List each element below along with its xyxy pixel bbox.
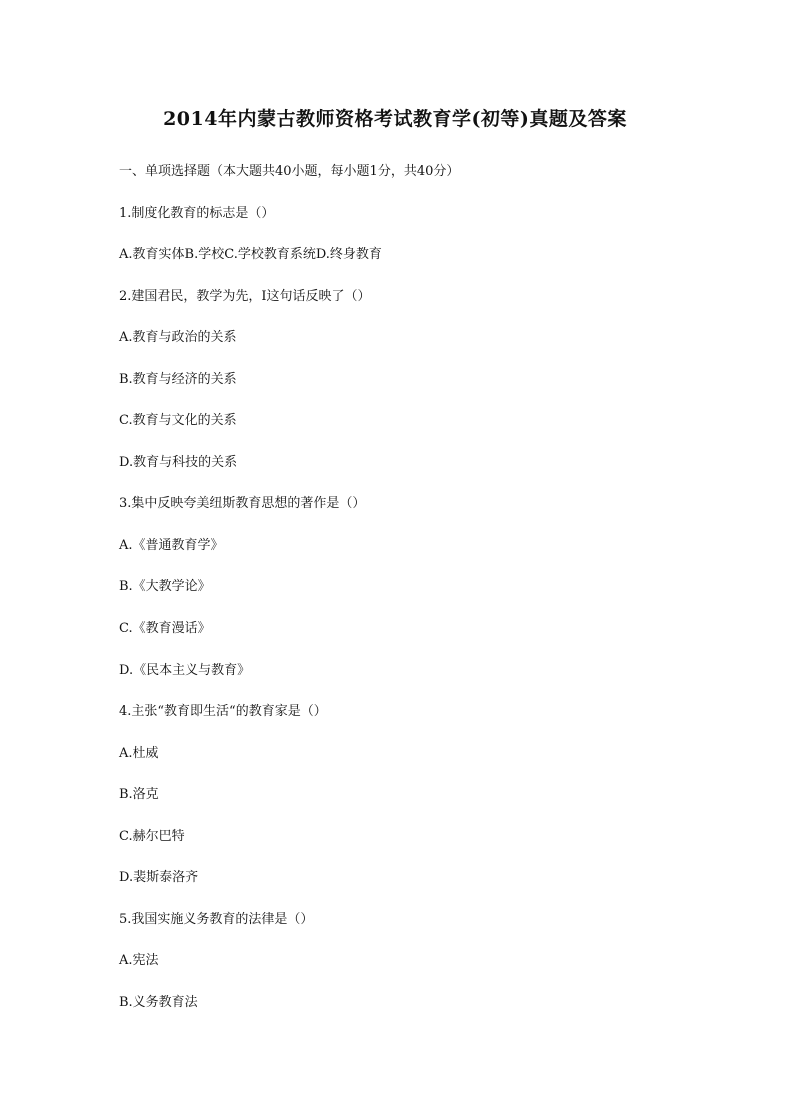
question-3-stem: 3.集中反映夸美纽斯教育思想的著作是（） <box>119 496 366 511</box>
question-2-option-c: C.教育与文化的关系 <box>119 413 237 428</box>
question-3-option-b: B.《大教学论》 <box>119 579 211 594</box>
question-5-stem: 5.我国实施义务教育的法律是（） <box>119 912 314 927</box>
question-4-option-a: A.杜威 <box>119 746 159 761</box>
question-2-stem: 2.建国君民，教学为先，I这句话反映了（） <box>119 289 371 304</box>
question-1-options: A.教育实体B.学校C.学校教育系统D.终身教育 <box>119 247 382 262</box>
question-2-option-a: A.教育与政治的关系 <box>119 330 237 345</box>
question-4-option-d: D.裴斯泰洛齐 <box>119 870 199 885</box>
question-3-option-d: D.《民本主义与教育》 <box>119 663 251 678</box>
question-4-option-c: C.赫尔巴特 <box>119 829 185 844</box>
document-title: 2014年内蒙古教师资格考试教育学(初等)真题及答案 <box>163 108 627 130</box>
question-2-option-d: D.教育与科技的关系 <box>119 455 238 470</box>
question-3-option-a: A.《普通教育学》 <box>119 538 224 553</box>
question-3-option-c: C.《教育漫话》 <box>119 621 211 636</box>
question-1-stem: 1.制度化教育的标志是（） <box>119 206 275 221</box>
question-5-option-a: A.宪法 <box>119 953 159 968</box>
section-heading: 一、单项选择题（本大题共40小题，每小题1分，共40分） <box>119 164 460 179</box>
question-2-option-b: B.教育与经济的关系 <box>119 372 237 387</box>
question-4-option-b: B.洛克 <box>119 787 159 802</box>
question-5-option-b: B.义务教育法 <box>119 995 198 1010</box>
question-4-stem: 4.主张“教育即生活“的教育家是（） <box>119 704 327 719</box>
